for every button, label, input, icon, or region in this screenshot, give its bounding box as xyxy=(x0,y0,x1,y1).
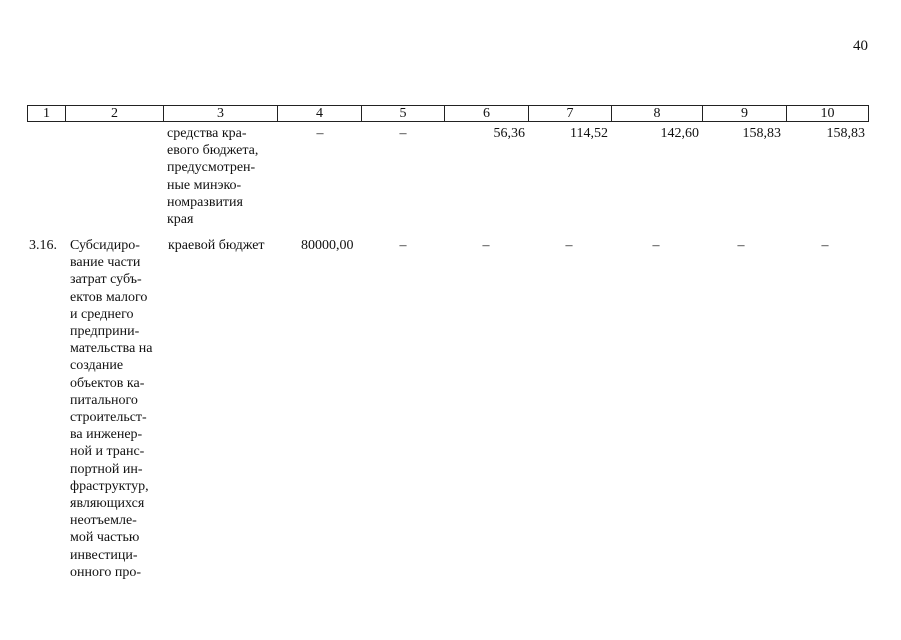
row-b-description-line: мательства на xyxy=(70,341,153,357)
row-b-source: краевой бюджет xyxy=(168,238,265,253)
row-a-source-line: средства кра- xyxy=(167,126,247,141)
row-a-col-4: – xyxy=(316,126,324,141)
row-b-description-line: питального xyxy=(70,392,138,408)
row-a-col-10: 158,83 xyxy=(826,126,865,141)
row-b-description-line: затрат субъ- xyxy=(70,272,142,288)
row-a-source-line: евого бюджета, xyxy=(167,143,259,159)
row-b-description-line: мой частью xyxy=(70,530,140,546)
row-b-description-line: вание части xyxy=(70,255,141,271)
row-a-source-line: ные минэко- xyxy=(167,177,242,193)
header-col-5: 5 xyxy=(362,106,445,121)
row-b-description xyxy=(70,237,162,581)
row-b-col-9: – xyxy=(737,238,745,253)
row-b-description-line: ектов малого xyxy=(70,289,148,305)
row-b-col-10: – xyxy=(821,238,829,253)
row-b-description-line: ва инженер- xyxy=(70,427,143,443)
header-col-9: 9 xyxy=(703,106,787,121)
row-a-source-line: номразвития xyxy=(167,194,243,210)
row-b-description-line: являющихся xyxy=(70,496,145,512)
header-col-1: 1 xyxy=(28,106,66,121)
row-b-description-line: неотъемле- xyxy=(70,513,137,529)
header-col-7: 7 xyxy=(529,106,612,121)
row-b-description-line: Субсидиро- xyxy=(70,238,140,253)
row-a-col-9: 158,83 xyxy=(742,126,781,141)
row-b-col-7: – xyxy=(565,238,573,253)
row-a-col-8: 142,60 xyxy=(660,126,699,141)
row-b-description-line: создание xyxy=(70,358,124,374)
row-b-description-line: строительст- xyxy=(70,410,147,426)
header-col-4: 4 xyxy=(278,106,362,121)
row-b-description-line: ной и транс- xyxy=(70,444,145,460)
row-a-col-6: 56,36 xyxy=(493,126,525,141)
header-col-3: 3 xyxy=(164,106,278,121)
row-b-col-5: – xyxy=(399,238,407,253)
row-b-description-line: фраструктур, xyxy=(70,478,149,494)
page-number: 40 xyxy=(853,38,868,54)
row-a-source-line: края xyxy=(167,212,194,228)
row-b-col-4: 80000,00 xyxy=(301,238,354,253)
header-col-8: 8 xyxy=(612,106,703,121)
header-col-2: 2 xyxy=(66,106,164,121)
row-a-col-7: 114,52 xyxy=(570,126,608,141)
row-b-number: 3.16. xyxy=(29,238,57,253)
table-header-row xyxy=(27,105,869,122)
header-col-6: 6 xyxy=(445,106,529,121)
row-b-col-8: – xyxy=(652,238,660,253)
row-b-col-6: – xyxy=(482,238,490,253)
row-a-col-5: – xyxy=(399,126,407,141)
row-b-description-line: портной ин- xyxy=(70,461,143,477)
row-b-description-line: объектов ка- xyxy=(70,375,145,391)
row-a-source xyxy=(167,125,275,228)
row-b-description-line: предприни- xyxy=(70,324,140,340)
row-b-description-line: инвестици- xyxy=(70,547,138,563)
row-b-description-line: и среднего xyxy=(70,306,134,322)
header-col-10: 10 xyxy=(820,106,835,121)
row-b-description-line: онного про- xyxy=(70,564,142,580)
row-a-source-line: предусмотрен- xyxy=(167,160,256,176)
